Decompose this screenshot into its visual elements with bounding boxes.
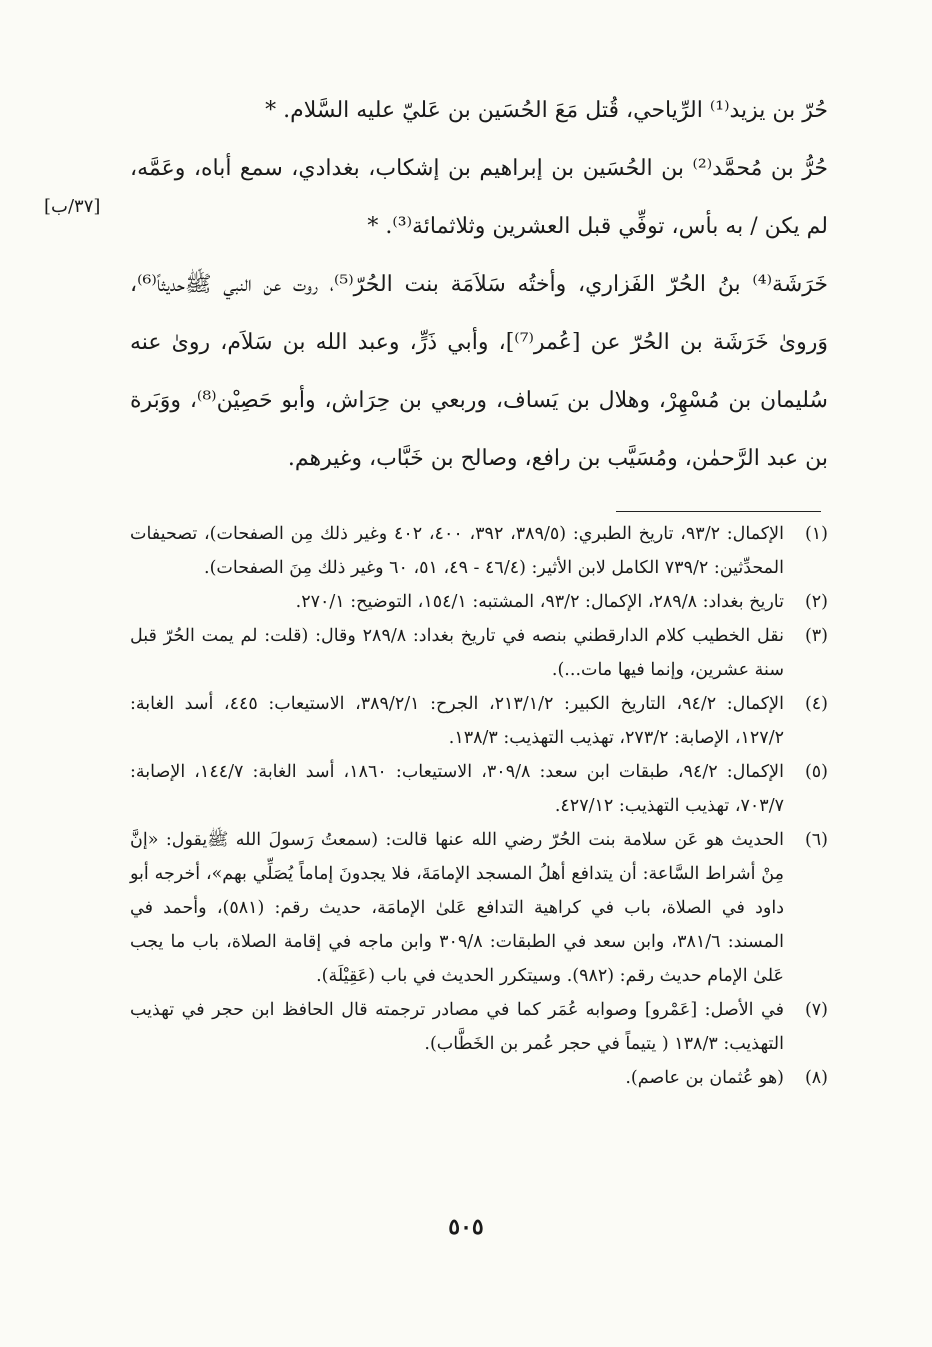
footnote-number: (٧) — [804, 1000, 828, 1020]
footnote-number: (٢) — [804, 592, 828, 612]
marginal-folio-reference: [٣٧/ب] — [44, 196, 101, 217]
footnote-7 — [130, 993, 828, 1061]
footnotes — [130, 517, 828, 1095]
footnote-4 — [130, 687, 828, 755]
footnote-1 — [130, 517, 828, 585]
biography-entry-kharasha: خَرَشَة⁽⁴⁾ بنُ الحُرّ الفَزاري، وأختُه سَلاَمَة بنت الحُرّ⁽⁵⁾، روت عن النبي ﷺحديثاً⁽⁶⁾، وَروىٰ خَرَشَة بن الحُرّ عن [عُمر⁽⁷⁾]، وأبي ذَرٍّ، وعبد الله بن سَلاَم، روىٰ عنه سُليمان بن مُسْهِرْ، وهلال بن يَساف، وربعي بن حِرَاش، وأبو حَصِيْن⁽⁸⁾، ووَبَرة بن عبد الرَّحمٰن، ومُسَيَّب بن رافع، وصالح بن خَبَّاب، وغيرهم. — [130, 272, 828, 471]
footnote-text: الإكمال: ٩٤/٢، التاريخ الكبير: ٢١٣/١/٢، الجرح: ٣٨٩/٢/١، الاستيعاب: ٤٤٥، أسد الغابة: ١٢٧/٢، الإصابة: ٢٧٣/٢، تهذيب التهذيب: ١٣٨/٣. — [130, 694, 784, 748]
footnote-text: الإكمال: ٩٤/٢، طبقات ابن سعد: ٣٠٩/٨، الاستيعاب: ١٨٦٠، أسد الغابة: ١٤٤/٧، الإصابة: ٧٠٣/٧، تهذيب التهذيب: ٤٢٧/١٢. — [130, 762, 784, 816]
footnote-6 — [130, 823, 828, 993]
footnote-number: (٥) — [804, 762, 828, 782]
footnote-text: (هو عُثمان بن عاصم). — [625, 1068, 784, 1088]
footnote-number: (٦) — [804, 830, 828, 850]
footnote-3 — [130, 619, 828, 687]
biography-entry-hurr-ibn-yazid: حُرّ بن يزيد⁽¹⁾ الرِّياحي، قُتل مَعَ الحُسَين بن عَليّ عليه السَّلام. * — [265, 98, 828, 123]
footnote-number: (٤) — [804, 694, 828, 714]
footnote-text: نقل الخطيب كلام الدارقطني بنصه في تاريخ بغداد: ٢٨٩/٨ وقال: (قلت: لم يمت الحُرّ قبل سنة عشرين، وإنما فيها مات...). — [130, 626, 784, 680]
footnote-text: الإكمال: ٩٣/٢، تاريخ الطبري: (٣٨٩/٥، ٣٩٢، ٤٠٠، ٤٠٢ وغير ذلك مِن الصفحات)، تصحيفات المحدِّثين: ٧٣٩/٢ الكامل لابن الأثير: (٤٦/٤ - ٤٩، ٥١، ٦٠ وغير ذلك مِنَ الصفحات). — [130, 524, 784, 578]
footnote-text: الحديث هو عَن سلامة بنت الحُرّ رضي الله عنها قالت: (سمعتُ رَسولَ الله ﷺيقول: «إنَّ مِنْ أشراط السَّاعة: أن يتدافع أهلُ المسجد الإمامَةَ، فلا يجدونَ إماماً يُصَلِّي بهم»، أخرجه أبو داود في الصلاة، باب في كراهية التدافع عَلىٰ الإمامَة، حديث رقم: (٥٨١)، وأحمد في المسند: ٣٨١/٦، وابن سعد في الطبقات: ٣٠٩/٨ وابن ماجه في إقامة الصلاة، باب ما يجب عَلىٰ الإمام حديث رقم: (٩٨٢). وسيتكرر الحديث في باب (عَقِيْلَة). — [130, 830, 784, 986]
biography-entry-hurr-ibn-muhammad: حُرُّ بن مُحمَّد⁽²⁾ بن الحُسَين بن إبراهيم بن إشكاب، بغدادي، سمع أباه، وعَمَّه، لم يكن / به بأس، توفِّي قبل العشرين وثلاثمائة⁽³⁾. * — [130, 156, 829, 239]
footnote-text: تاريخ بغداد: ٢٨٩/٨، الإكمال: ٩٣/٢، المشتبه: ١٥٤/١، التوضيح: ٢٧٠/١. — [295, 592, 784, 612]
footnote-text: في الأصل: [عَمْرو] وصوابه عُمَر كما في مصادر ترجمته قال الحافظ ابن حجر في تهذيب التهذيب: ١٣٨/٣ ( يتيماً في حجر عُمر بن الخَطَّاب). — [130, 1000, 784, 1054]
footnote-8 — [130, 1061, 828, 1095]
footnote-divider — [616, 511, 821, 512]
footnote-number: (٣) — [804, 626, 828, 646]
page-number: ٥٠٥ — [448, 1214, 484, 1240]
footnote-2 — [130, 585, 828, 619]
main-text — [130, 82, 828, 488]
footnote-number: (٨) — [804, 1068, 828, 1088]
footnote-5 — [130, 755, 828, 823]
footnote-number: (١) — [804, 524, 828, 544]
